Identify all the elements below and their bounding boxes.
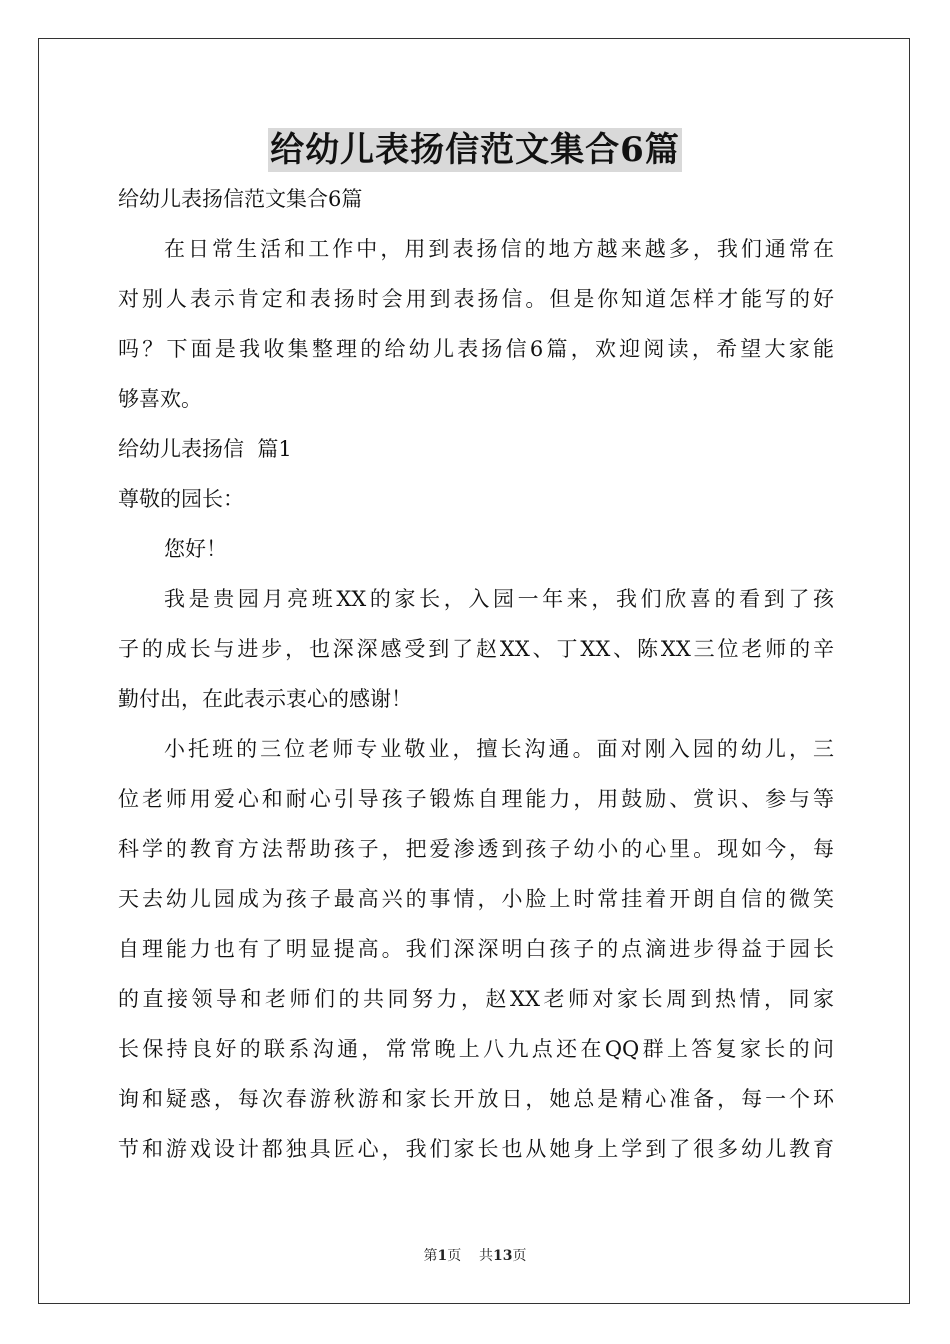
page-prefix: 第: [423, 1248, 438, 1264]
document-body: [118, 174, 834, 1174]
title-container: [0, 128, 950, 172]
intro-line: 够喜欢。: [118, 387, 202, 411]
paragraph-line: 的直接领导和老师们的共同努力，赵XX老师对家长周到热情，同家: [118, 987, 834, 1011]
total-unit: 页: [512, 1248, 527, 1264]
total-prefix: 共: [479, 1248, 494, 1264]
document-title: 给幼儿表扬信范文集合6篇: [270, 130, 680, 170]
paragraph-line: 我是贵园月亮班XX的家长，入园一年来，我们欣喜的看到了孩: [164, 587, 834, 611]
salutation: 尊敬的园长：: [118, 487, 244, 511]
paragraph-line: 科学的教育方法帮助孩子，把爱渗透到孩子幼小的心里。现如今，每: [118, 837, 834, 861]
paragraph-line: 长保持良好的联系沟通，常常晚上八九点还在QQ群上答复家长的问: [118, 1037, 834, 1061]
document-subtitle: 给幼儿表扬信范文集合6篇: [118, 187, 363, 211]
page-current: 1: [437, 1248, 448, 1264]
page-total: 13: [493, 1248, 513, 1264]
paragraph-line: 节和游戏设计都独具匠心，我们家长也从她身上学到了很多幼儿教育: [118, 1137, 834, 1161]
paragraph-line: 小托班的三位老师专业敬业，擅长沟通。面对刚入园的幼儿，三: [164, 737, 834, 761]
intro-line: 对别人表示肯定和表扬时会用到表扬信。但是你知道怎样才能写的好: [118, 287, 834, 311]
paragraph-line: 勤付出，在此表示衷心的感谢！: [118, 687, 412, 711]
paragraph-line: 子的成长与进步，也深深感受到了赵XX、丁XX、陈XX三位老师的辛: [118, 637, 834, 661]
greeting: 您好！: [164, 537, 227, 561]
paragraph-line: 天去幼儿园成为孩子最高兴的事情，小脸上时常挂着开朗自信的微笑: [118, 887, 834, 911]
paragraph-line: 位老师用爱心和耐心引导孩子锻炼自理能力，用鼓励、赏识、参与等: [118, 787, 834, 811]
section-heading: 给幼儿表扬信 篇1: [118, 437, 292, 461]
intro-line: 在日常生活和工作中，用到表扬信的地方越来越多，我们通常在: [164, 237, 834, 261]
intro-line: 吗？下面是我收集整理的给幼儿表扬信6篇，欢迎阅读，希望大家能: [118, 337, 834, 361]
paragraph-line: 询和疑惑，每次春游秋游和家长开放日，她总是精心准备，每一个环: [118, 1087, 834, 1111]
paragraph-line: 自理能力也有了明显提高。我们深深明白孩子的点滴进步得益于园长: [118, 937, 834, 961]
page-footer: [0, 1246, 950, 1266]
page-unit: 页: [447, 1248, 462, 1264]
